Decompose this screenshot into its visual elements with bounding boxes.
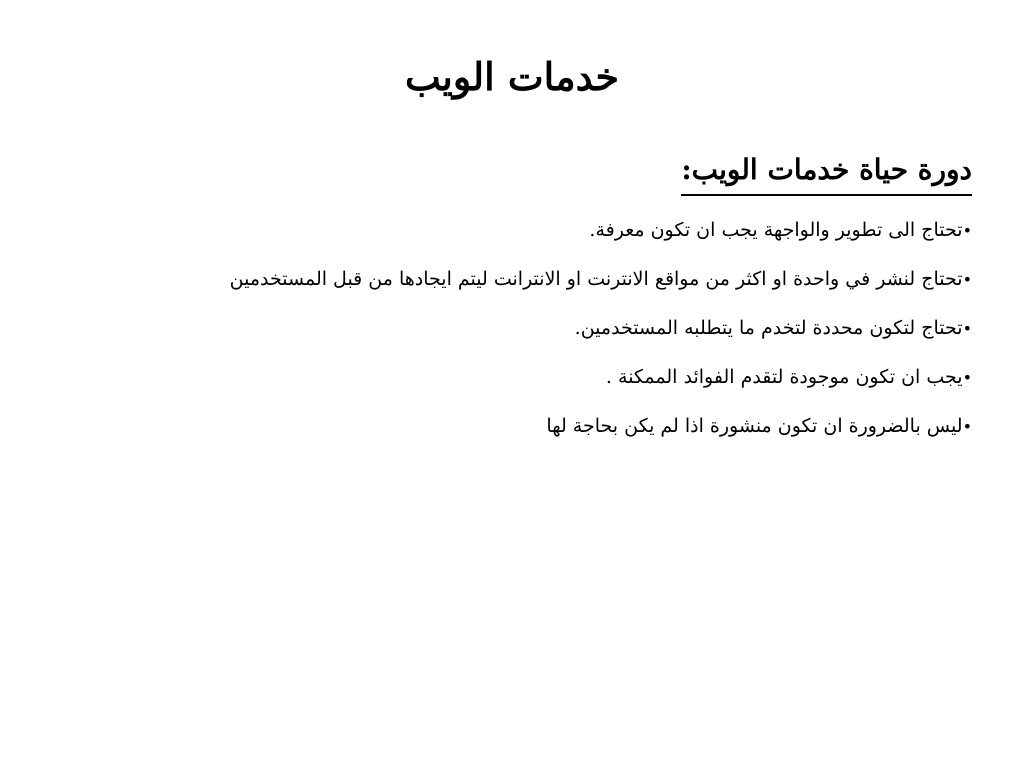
bullet-icon: • — [962, 368, 972, 387]
bullet-item — [72, 402, 972, 451]
section-subheading: دورة حياة خدمات الويب: — [681, 150, 972, 196]
bullet-text: تحتاج لتكون محددة لتخدم ما يتطلبه المستخدمين. — [574, 317, 963, 339]
bullet-icon: • — [962, 270, 972, 289]
slide-title: خدمات الويب — [404, 54, 620, 99]
bullet-list — [72, 206, 972, 451]
bullet-icon: • — [962, 221, 972, 240]
bullet-icon: • — [962, 417, 972, 436]
bullet-item — [72, 206, 972, 255]
bullet-text: تحتاج لنشر في واحدة او اكثر من مواقع الانترنت او الانترانت ليتم ايجادها من قبل المستخدمين — [229, 268, 963, 290]
bullet-text: تحتاج الى تطوير والواجهة يجب ان تكون معرفة. — [589, 219, 963, 241]
bullet-item — [72, 353, 972, 402]
bullet-item — [72, 304, 972, 353]
bullet-text: يجب ان تكون موجودة لتقدم الفوائد الممكنة . — [605, 366, 963, 388]
subheading-container — [681, 150, 972, 196]
bullet-text: ليس بالضرورة ان تكون منشورة اذا لم يكن بحاجة لها — [546, 415, 963, 437]
bullet-item — [72, 255, 972, 304]
bullet-icon: • — [962, 319, 972, 338]
